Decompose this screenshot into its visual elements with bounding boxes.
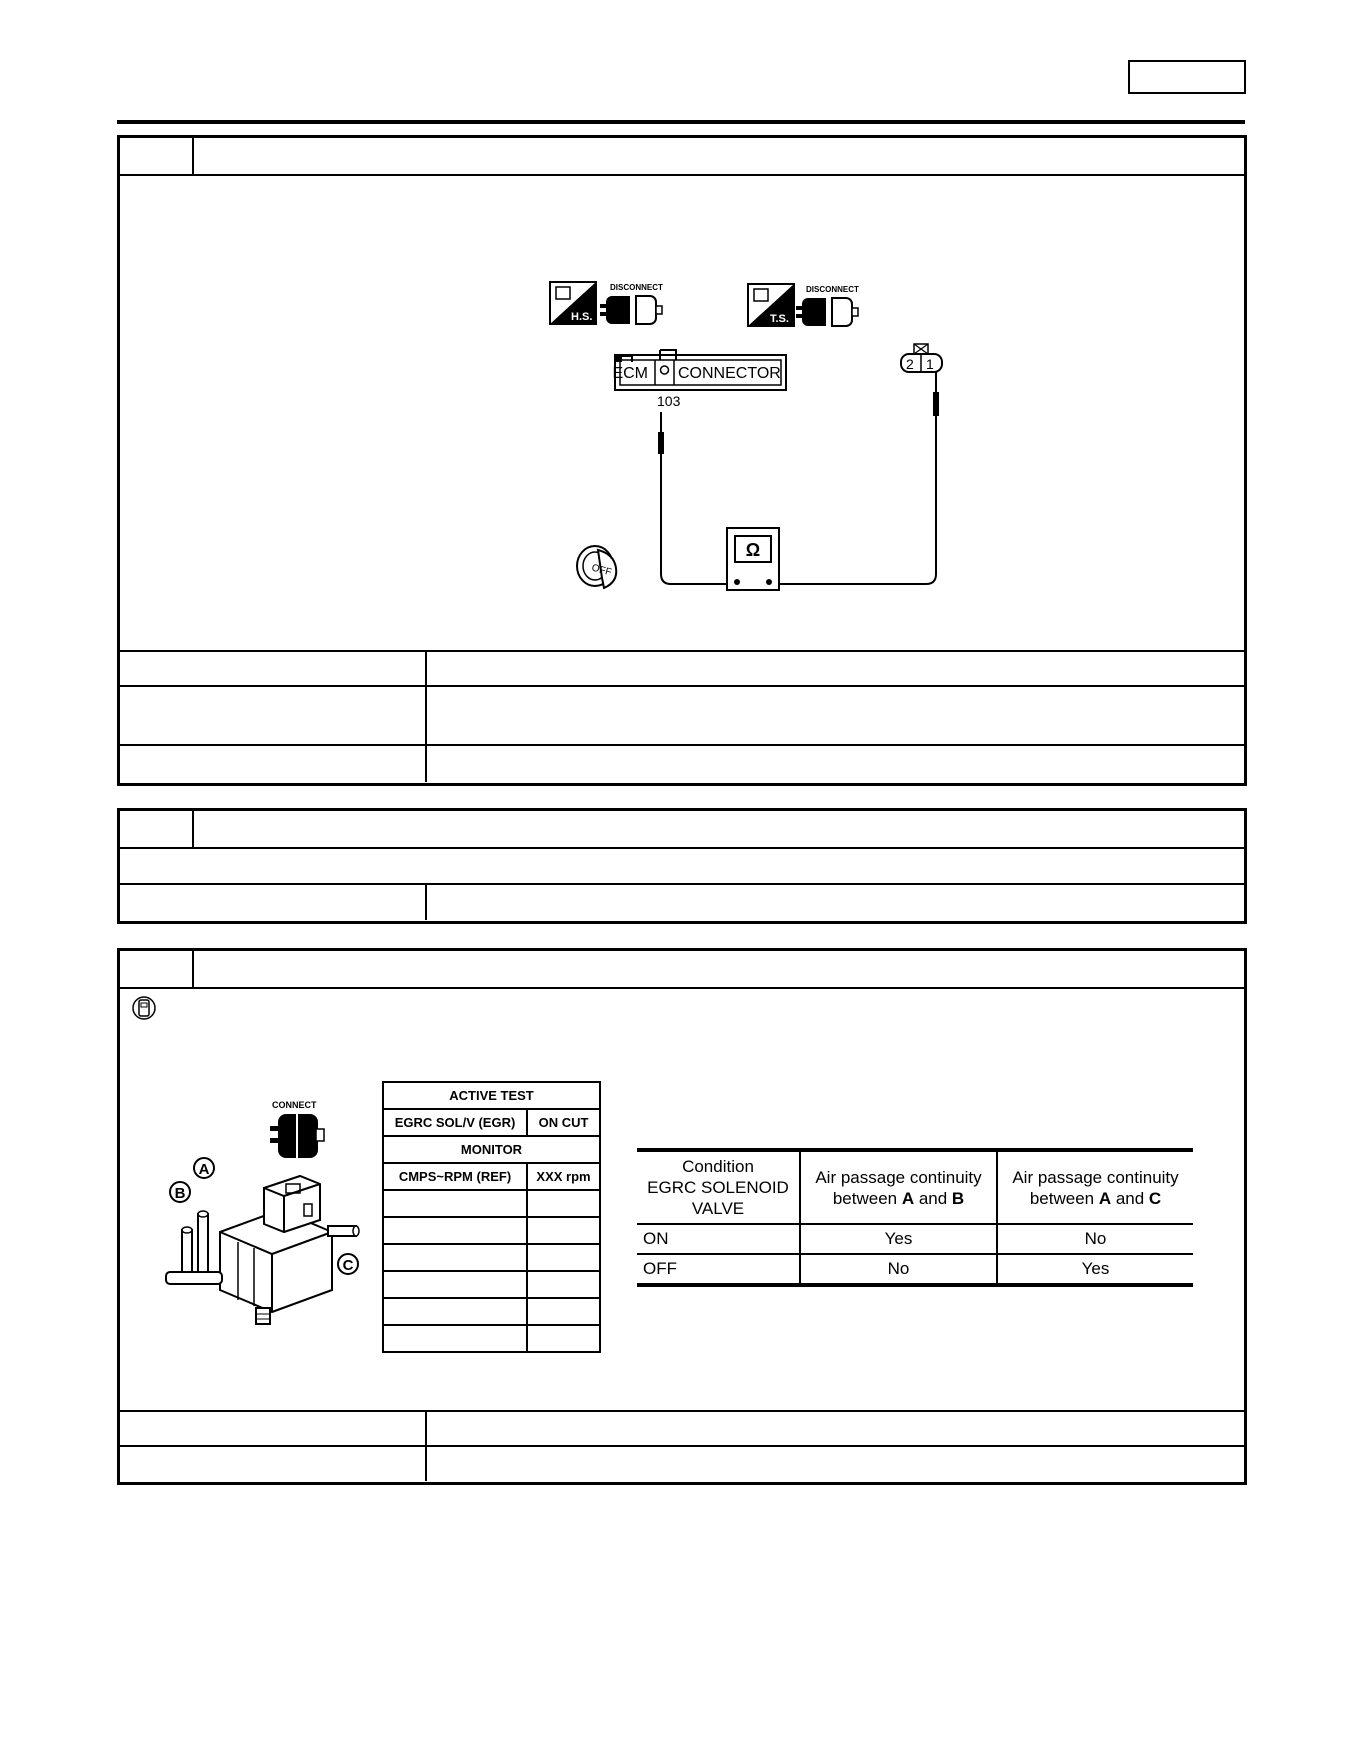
a-c-cell: Yes [997, 1254, 1193, 1285]
step-title-row [120, 811, 1244, 849]
probe-wires [658, 372, 939, 584]
instruction-row [120, 847, 1244, 885]
table-row [637, 1224, 1193, 1254]
active-test-item-value: ON CUT [527, 1109, 600, 1136]
step-number-cell [120, 811, 194, 847]
ignition-off-icon [577, 546, 616, 588]
consult-tool-icon [131, 995, 157, 1021]
connector-label: CONNECTOR [678, 365, 781, 382]
disconnect-label-1: DISCONNECT [610, 283, 663, 292]
ohmmeter-icon [727, 528, 779, 590]
pin-1-label: 1 [926, 356, 934, 372]
ecm-harness-continuity-diagram [500, 278, 1020, 673]
disconnect-icon-2 [796, 285, 859, 326]
port-b-label: B [174, 1185, 186, 1202]
monitor-title: MONITOR [383, 1136, 600, 1163]
step-title-row [120, 951, 1244, 989]
ts-badge-icon [748, 284, 794, 326]
condition-cell: OFF [637, 1254, 800, 1285]
ts-badge-label: T.S. [770, 313, 789, 325]
monitor-empty-cell [383, 1271, 527, 1298]
terminal-103-label: 103 [657, 393, 681, 409]
disconnect-label-2: DISCONNECT [806, 285, 859, 294]
result-row-1 [120, 1410, 1244, 1447]
port-c-label: C [342, 1257, 354, 1274]
section-code-box [1128, 60, 1246, 94]
condition-cell: ON [637, 1224, 800, 1254]
monitor-empty-cell [527, 1271, 600, 1298]
step-panel-1 [117, 135, 1247, 786]
monitor-empty-cell [527, 1325, 600, 1352]
table-row [637, 1254, 1193, 1285]
ignition-off-label: OFF [590, 562, 613, 579]
table-header-row [637, 1150, 1193, 1224]
header-a-c: Air passage continuity between A and C [997, 1150, 1193, 1224]
result-row-2 [120, 1445, 1244, 1481]
step-number-cell [120, 951, 194, 987]
monitor-empty-cell [383, 1217, 527, 1244]
header-a-b: Air passage continuity between A and B [800, 1150, 997, 1224]
monitor-empty-cell [383, 1325, 527, 1352]
a-b-cell: Yes [800, 1224, 997, 1254]
monitor-value: XXX rpm [527, 1163, 600, 1190]
ecm-connector-frame [612, 350, 786, 390]
monitor-empty-cell [527, 1190, 600, 1217]
two-pin-connector [901, 344, 942, 372]
monitor-empty-cell [527, 1244, 600, 1271]
step-title-row [120, 138, 1244, 176]
monitor-empty-cell [383, 1244, 527, 1271]
disconnect-icon-1 [600, 283, 663, 324]
header-condition: Condition EGRC SOLENOID VALVE [637, 1150, 800, 1224]
ohm-symbol: Ω [745, 540, 761, 560]
monitor-empty-cell [527, 1217, 600, 1244]
ecm-label: ECM [612, 365, 648, 382]
monitor-item: CMPS~RPM (REF) [383, 1163, 527, 1190]
active-test-title: ACTIVE TEST [383, 1082, 600, 1109]
a-b-cell: No [800, 1254, 997, 1285]
hs-badge-label: H.S. [571, 311, 593, 323]
active-test-item: EGRC SOL/V (EGR) [383, 1109, 527, 1136]
egrc-solenoid-valve-drawing [160, 1150, 380, 1330]
step-number-cell [120, 138, 194, 174]
monitor-empty-cell [527, 1298, 600, 1325]
result-row [120, 883, 1244, 920]
step-panel-2 [117, 808, 1247, 924]
pin-2-label: 2 [906, 356, 914, 372]
ecm-connector-shape [616, 356, 632, 362]
active-test-screen [382, 1081, 601, 1353]
connect-label: CONNECT [272, 1100, 317, 1110]
port-a-label: A [198, 1161, 210, 1178]
header-rule [117, 120, 1245, 124]
result-row-1 [120, 650, 1244, 687]
monitor-empty-cell [383, 1298, 527, 1325]
a-c-cell: No [997, 1224, 1193, 1254]
result-row-3 [120, 744, 1244, 782]
hs-badge-icon [550, 282, 596, 324]
monitor-empty-cell [383, 1190, 527, 1217]
result-row-2 [120, 685, 1244, 746]
air-passage-condition-table [637, 1148, 1193, 1287]
